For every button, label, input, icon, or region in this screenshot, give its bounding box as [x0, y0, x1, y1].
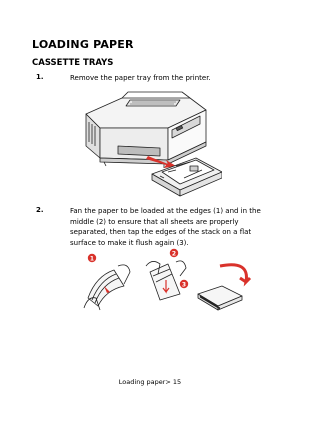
svg-text:1: 1	[89, 255, 95, 263]
step-1-text: Remove the paper tray from the printer.	[70, 74, 211, 82]
callout-1	[88, 254, 96, 263]
page-heading: LOADING PAPER	[32, 38, 134, 51]
callout-3	[180, 280, 188, 289]
page-footer: Loading paper> 15	[118, 378, 182, 386]
svg-text:2: 2	[171, 250, 177, 258]
step-2-number: 2.	[36, 206, 44, 214]
printer-tray-illustration	[72, 86, 222, 201]
step-2-text: Fan the paper to be loaded at the edges (1) and in the middle (2) to ensure that all sheets are properly separated, then tap the edges of the stack on a flat surface to make it flush again (3).	[70, 207, 261, 247]
fan-paper-illustration	[80, 246, 255, 316]
section-heading: CASSETTE TRAYS	[32, 58, 114, 68]
callout-2	[170, 249, 178, 258]
curved-arrow-icon	[220, 265, 250, 282]
svg-text:3: 3	[181, 281, 187, 289]
step-1-number: 1.	[36, 73, 44, 81]
